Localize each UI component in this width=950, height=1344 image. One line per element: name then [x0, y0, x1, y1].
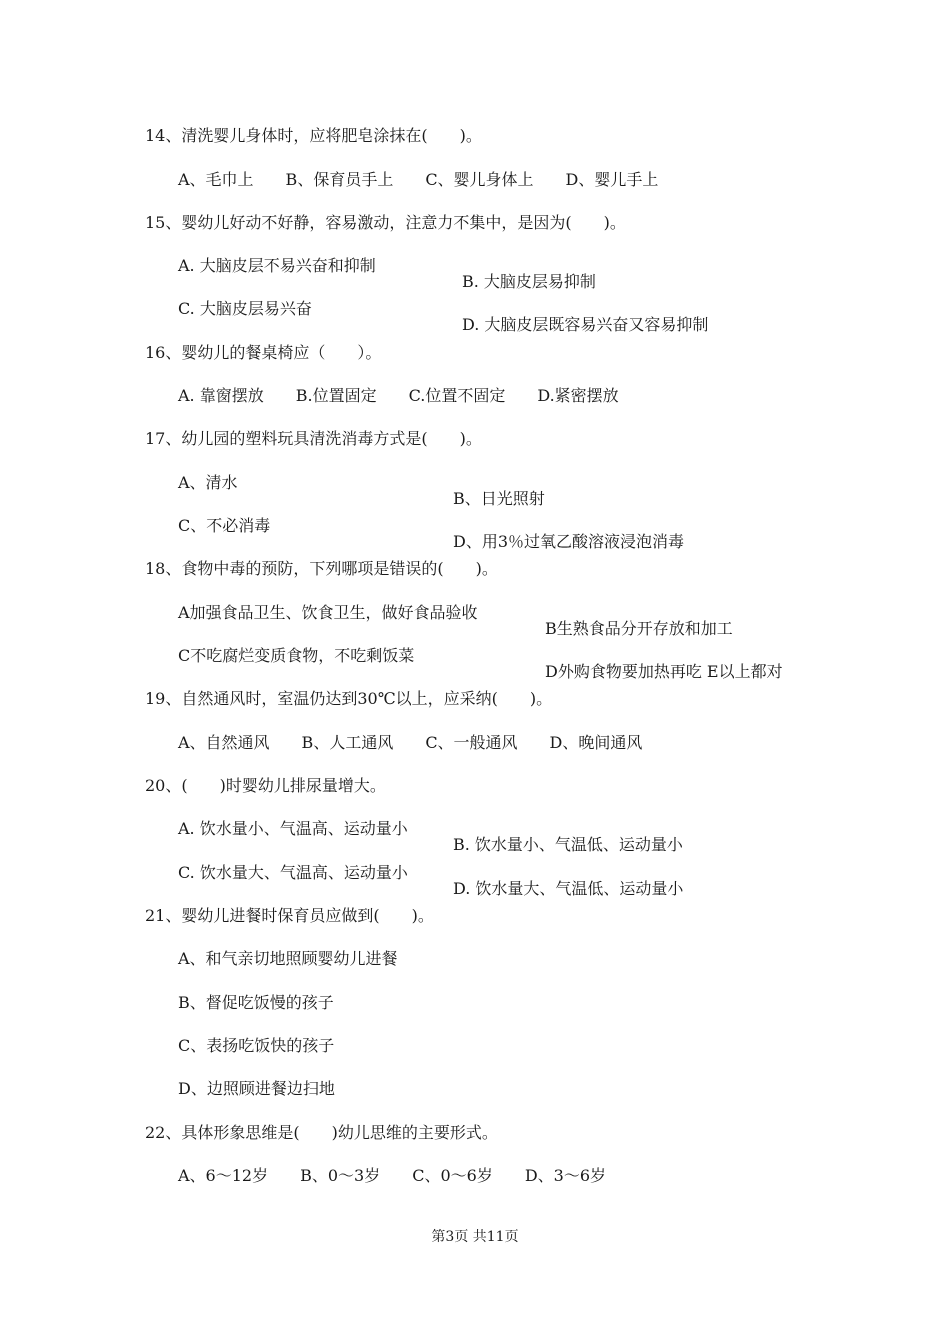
question-21-stem: 21、婴幼儿进餐时保育员应做到( )。 [145, 906, 434, 925]
question-15-option-a: A. 大脑皮层不易兴奋和抑制 [178, 256, 376, 275]
question-15-stem: 15、婴幼儿好动不好静，容易激动，注意力不集中，是因为( )。 [145, 213, 626, 232]
question-18-option-a: A加强食品卫生、饮食卫生，做好食品验收 [178, 603, 478, 622]
question-15-option-c: C. 大脑皮层易兴奋 [178, 299, 312, 318]
question-18-stem: 18、食物中毒的预防，下列哪项是错误的( )。 [145, 559, 498, 578]
question-18-option-b: B生熟食品分开存放和加工 [545, 619, 733, 638]
question-16-options: A. 靠窗摆放 B.位置固定 C.位置不固定 D.紧密摆放 [178, 386, 619, 405]
page-number-footer: 第3页 共11页 [431, 1229, 519, 1245]
question-17-option-c: C、不必消毒 [178, 516, 271, 535]
question-14-options: A、毛巾上 B、保育员手上 C、婴儿身体上 D、婴儿手上 [178, 170, 659, 189]
question-15-option-d: D. 大脑皮层既容易兴奋又容易抑制 [462, 315, 709, 334]
question-15-option-b: B. 大脑皮层易抑制 [462, 272, 596, 291]
question-17-stem: 17、幼儿园的塑料玩具清洗消毒方式是( )。 [145, 429, 482, 448]
question-17-option-b: B、日光照射 [453, 489, 545, 508]
question-20-option-a: A. 饮水量小、气温高、运动量小 [178, 819, 408, 838]
question-21-option-a: A、和气亲切地照顾婴幼儿进餐 [178, 949, 398, 968]
question-16-stem: 16、婴幼儿的餐桌椅应（ ）。 [145, 343, 382, 362]
question-18-option-d: D外购食物要加热再吃 E以上都对 [545, 662, 783, 681]
question-20-option-d: D. 饮水量大、气温低、运动量小 [453, 879, 684, 898]
question-17-option-a: A、清水 [178, 473, 238, 492]
question-20-option-c: C. 饮水量大、气温高、运动量小 [178, 863, 408, 882]
question-22-options: A、6～12岁 B、0～3岁 C、0～6岁 D、3～6岁 [178, 1166, 607, 1185]
question-19-stem: 19、自然通风时，室温仍达到30℃以上，应采纳( )。 [145, 689, 553, 708]
question-21-option-b: B、督促吃饭慢的孩子 [178, 993, 334, 1012]
question-21-option-c: C、表扬吃饭快的孩子 [178, 1036, 335, 1055]
question-22-stem: 22、具体形象思维是( )幼儿思维的主要形式。 [145, 1123, 498, 1142]
question-20-option-b: B. 饮水量小、气温低、运动量小 [453, 835, 683, 854]
question-14-stem: 14、清洗婴儿身体时，应将肥皂涂抹在( )。 [145, 126, 482, 145]
question-17-option-d: D、用3％过氧乙酸溶液浸泡消毒 [453, 532, 685, 551]
question-20-stem: 20、( )时婴幼儿排尿量增大。 [145, 776, 386, 795]
question-21-option-d: D、边照顾进餐边扫地 [178, 1079, 335, 1098]
question-19-options: A、自然通风 B、人工通风 C、一般通风 D、晚间通风 [178, 733, 643, 752]
question-18-option-c: C不吃腐烂变质食物，不吃剩饭菜 [178, 646, 415, 665]
